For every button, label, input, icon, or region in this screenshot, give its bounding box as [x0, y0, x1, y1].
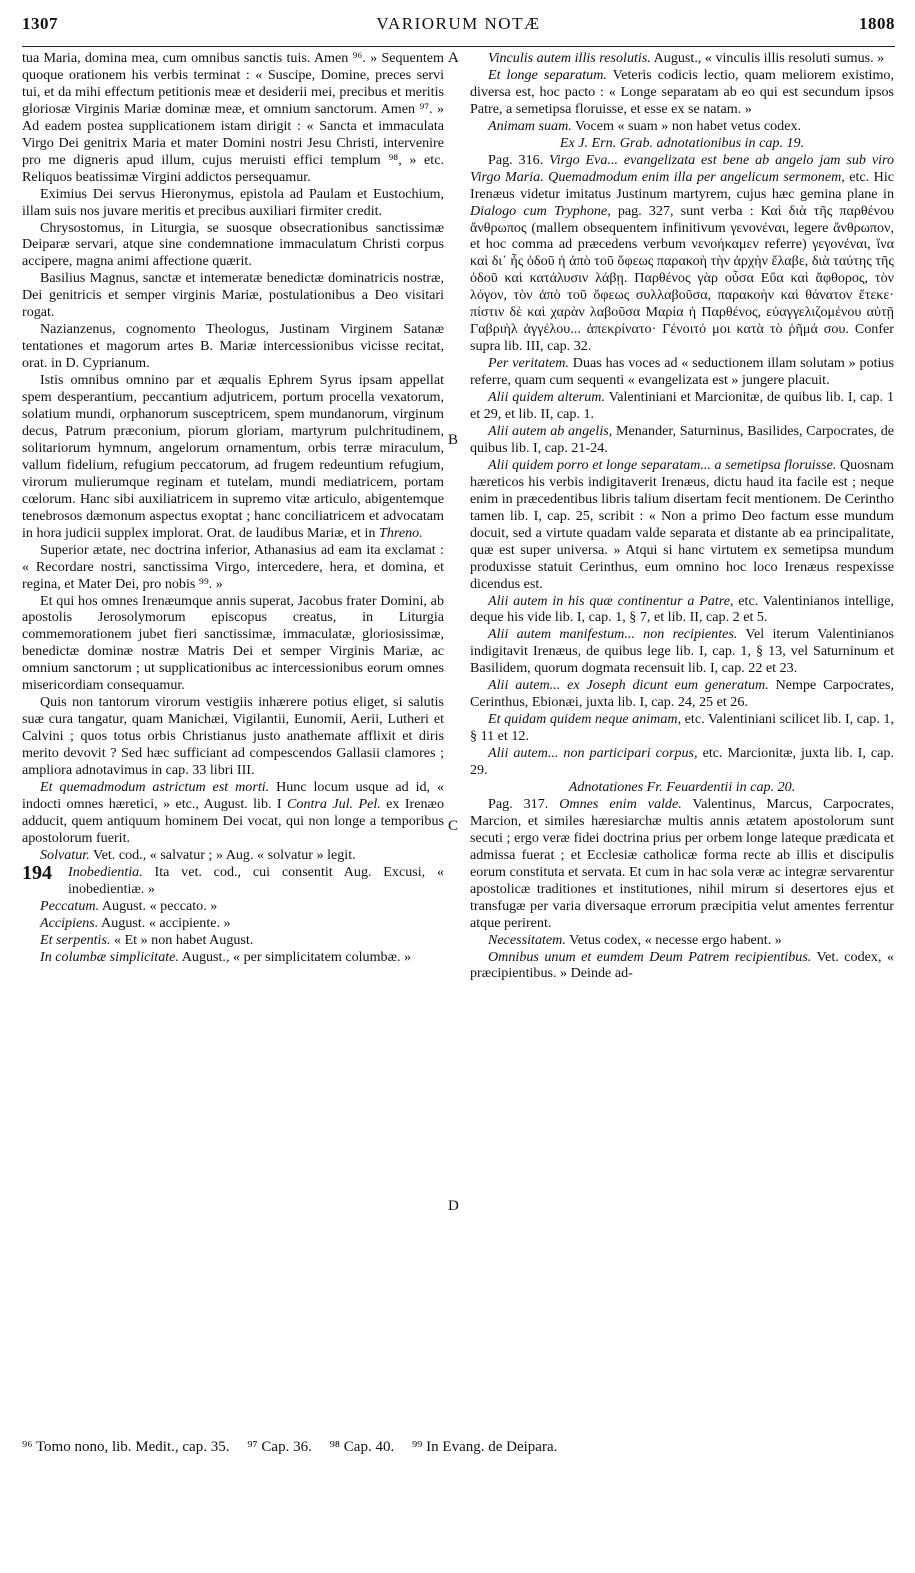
lemma: Animam suam.: [488, 117, 572, 134]
paragraph: [22, 861, 444, 898]
paragraph: tua Maria, domina mea, cum omnibus sanctis tuis. Amen ⁹⁶. » Sequentem quoque orationem his verbis terminat : « Suscipe, Domine, preces servi tui, et da mihi effectum petitionis meæ et desiderii mei, precibus et meritis gloriosæ Virginis Mariæ dominæ meæ, et omnium sanctorum. Amen ⁹⁷. » Ad eadem postea supplicationem istam dirigit : « Sancta et immaculata Virgo Dei genitrix Maria et mater Domini nostri Jesu Christi, intervenire pro me digneris apud illum, cujus meruisti effici templum ⁹⁸, » etc. Reliquos beatissimæ Virgini addictos persequamur.: [22, 50, 444, 185]
text-run: Vet. codex, « præcipientibus. » Deinde ad-: [470, 948, 894, 982]
lemma: Inobedientia.: [68, 863, 143, 880]
lemma: Alii autem... non participari corpus,: [488, 745, 698, 762]
text-run: , pag. 327, sunt verba : Καὶ διὰ τῆς παρθένου ἄνθρωπος (mallem obsequentem infinitivum γενονέναι, legere ἄνθρωπον, et hoc comma ad præcedens verbum νενοήκαμεν referre) γεγονέναι, ἵνα καὶ δι᾽ ἧς ὁδοῦ ἡ ἀπὸ τοῦ ὄφεως παρακοὴ τὴν ἀρχὴν ἔλαβε, διὰ ταύτης τῆς ὁδοῦ καὶ κατάλυσιν λάβῃ. Παρθένος γὰρ οὖσα Εὔα καὶ ἄφθορος, τὸν λόγον, τὸν ἀπὸ τοῦ ὄφεως συλλαβοῦσα, παρακοὴν καὶ θάνατον ἔτεκε· πίστιν δὲ καὶ χαρὰν λαβοῦσα Μαρία ἡ Παρθένος, εὐαγγελιζομένου αὐτῇ Γαβριὴλ ἀγγέλου... ἀπεκρίνατο· Γένοιτό μοι κατὰ τὸ ῥῆμά σου. Confer supra lib. III, cap. 32.: [470, 202, 895, 355]
margin-letter-c: C: [448, 818, 459, 834]
paragraph: Quis non tantorum virorum vestigiis inhærere potius eliget, si salutis suæ cura tangatur, quam Manichæi, Vigilantii, Eunomii, Aerii, Lutheri et Calvini ; quos totus orbis Christianus justo anathemate afflixit et diris merito devovit ? Sed hæc sufficiant ad compescendos Gallasii clamores ; ampliora adnotavimus in cap. 33 libri III.: [22, 694, 444, 779]
lemma: Et serpentis.: [40, 931, 111, 948]
lemma: Et quidam quidem neque animam,: [488, 711, 682, 728]
paragraph: [470, 932, 894, 949]
paragraph: [470, 626, 894, 677]
heading-text: Ex J. Ern. Grab. adnotationibus in cap. 19.: [559, 134, 805, 151]
lemma: Accipiens.: [40, 914, 99, 931]
lemma: Alii quidem alterum.: [488, 389, 605, 406]
text-run: Ita vet. cod., cui consentit Aug. Excusi, « inobedientiæ. »: [68, 863, 444, 897]
paragraph: [470, 745, 894, 779]
right-page-number: 1808: [859, 14, 895, 33]
text-run: August., « per simplicitatem columbæ. »: [178, 948, 412, 965]
paragraph: Superior ætate, nec doctrina inferior, Athanasius ad eam ita exclamat : « Recordare nostri, sanctissima Virgo, intercedere, hera, et domina, et regina, et Mater Dei, pro nobis ⁹⁹. »: [22, 541, 444, 592]
text-run: Istis omnibus omnino par et æqualis Ephrem Syrus ipsam appellat spem desperantium, peccantium adjutricem, portum procella vexatorum, solatium mundi, orphanorum susceptricem, spem mundanorum, virginum decus, Patrum præconium, piorum gloriam, martyrum pulchritudinem, solitariorum hymnum, angelorum ornamentum, orbis terræ miraculum, vallum fidelium, refugium peccatorum, ad frugem redeuntium refugium, virorum mulierumque reginam et tutelam, mundi mediatricem, portam cœlorum. Hanc sibi auxiliatricem in supremo vitæ articulo, abigentemque tenebrosos dæmonum aspectus exoptat ; hanc conciliatricem et advocatam in hora judicii supplex implorat. Orat. de laudibus Mariæ, et in: [22, 372, 444, 541]
lemma: Omnes enim valde.: [559, 795, 682, 812]
paragraph: Basilius Magnus, sanctæ et intemeratæ benedictæ dominatricis nostræ, Dei genitricis et semper virginis Mariæ, postulationibus a Deo visitari rogat.: [22, 270, 444, 321]
paragraph: [470, 593, 894, 627]
section-heading: [470, 779, 894, 796]
paragraph: [470, 152, 894, 355]
text-run: Duas has voces ad « seductionem illam solutam » potius referre, quam cum sequenti « evangelizata est » jungere placuit.: [470, 355, 894, 389]
text-run: Pag. 316.: [488, 151, 550, 168]
text-run: Vetus codex, « necesse ergo habent. »: [565, 931, 782, 948]
paragraph: [22, 915, 444, 932]
lemma: Et quemadmodum astrictum est morti.: [40, 778, 270, 795]
footnote-96: ⁹⁶ Tomo nono, lib. Medit., cap. 35.: [22, 1439, 230, 1455]
text-run: etc. Valentiniani scilicet lib. I, cap. 1, § 11 et 12.: [470, 711, 894, 745]
paragraph: Eximius Dei servus Hieronymus, epistola ad Paulam et Eustochium, illam suis nos juvare meritis et precibus auxiliari firmiter credit.: [22, 185, 444, 219]
paragraph: Et qui hos omnes Irenæumque annis superat, Jacobus frater Domini, ab apostolis Jerosolymorum episcopus creatus, in Liturgia commemorationem jubet fieri sanctissimæ, immaculatæ, gloriosissimæ, benedictæ dominæ nostræ Matris Dei et semper Virginis Mariæ, ac omnium sanctorum ; ut supplicationibus ac intercessionibus eorum omnes misericordiam consequamur.: [22, 592, 444, 694]
text-run: Vocem « suam » non habet vetus codex.: [571, 117, 802, 134]
text-run: Nempe Carpocrates, Cerinthus, Ebionæi, juxta lib. I, cap. 24, 25 et 26.: [470, 677, 894, 711]
text-run: etc. Hic Irenæus videtur imitatus Justinum martyrem, cujus hæc gemina plane in: [470, 168, 894, 202]
lemma: Virgo Eva... evangelizata est bene ab angelo jam sub viro Virgo Maria. Quemadmodum enim illa per angelicum sermonem,: [470, 151, 895, 185]
margin-letter-a: A: [448, 50, 459, 66]
text-run: Vet. cod., « salvatur ; » Aug. « solvatur » legit.: [89, 846, 356, 863]
running-title: VARIORUM NOTÆ: [376, 14, 541, 33]
paragraph: [470, 796, 894, 932]
paragraph: [470, 355, 894, 389]
paragraph: [22, 932, 444, 949]
lemma: In columbæ simplicitate.: [40, 948, 179, 965]
lemma: Alii autem in his quæ continentur a Patre,: [488, 592, 734, 609]
margin-letter-d: D: [448, 1198, 459, 1214]
paragraph: Chrysostomus, in Liturgia, se suosque obsecrationibus sanctissimæ Deiparæ servari, atque sine condemnatione immaculatum Christi corpus accipere, magna animi affectione quærit.: [22, 219, 444, 270]
text-run: Menander, Saturninus, Basilides, Carpocrates, de quibus lib. I, cap. 21-24.: [470, 422, 894, 456]
italic-run: Threno.: [378, 524, 423, 541]
text-run: August., « vinculis illis resoluti sumus. »: [650, 50, 885, 66]
margin-page-number: 194: [22, 861, 52, 884]
lemma: Et longe separatum.: [488, 66, 607, 83]
right-column: [470, 50, 894, 982]
text-run: August. « peccato. »: [99, 897, 218, 914]
section-heading: [470, 135, 894, 152]
text-run: Quosnam hæreticos his verbis indigitaverit Irenæus, dictu haud ita facile est ; neque enim in præcedentibus libris talium disertam fecit mentionem. De Cerintho tamen lib. I, cap. 25, scribit : « Non a primo Deo factum esse mundum docuit, sed a virtute quadam valde separata et distante ab ea principalitate, quæ est super universa. » Atqui si hanc virtutem ex semetipsa mundum produxisse statuit Cerinthus, eum omnino hoc loco Irenæus respexisse dicendus est.: [470, 456, 894, 592]
text-run: Valentiniani et Marcionitæ, de quibus lib. I, cap. 1 et 29, et lib. II, cap. 1.: [470, 389, 894, 423]
paragraph: [470, 389, 894, 423]
paragraph: [22, 779, 444, 847]
paragraph: [470, 50, 894, 67]
paragraph: [470, 457, 894, 593]
footnote-97: ⁹⁷ Cap. 36.: [247, 1439, 312, 1455]
margin-letter-b: B: [448, 432, 459, 448]
paragraph: Nazianzenus, cognomento Theologus, Justinam Virginem Satanæ tentationes et magorum artes B. Mariæ intercessionibus vicisse recitat, orat. in D. Cyprianum.: [22, 321, 444, 372]
heading-text: Adnotationes Fr. Feuardentii in cap. 20.: [568, 778, 796, 795]
lemma: Per veritatem.: [488, 355, 569, 372]
lemma: Omnibus unum et eumdem Deum Patrem recipientibus.: [488, 948, 812, 965]
text-run: Veteris codicis lectio, quam meliorem existimo, diversa est, hoc pacto : « Longe separatam ab eo qui est secundum ipsos Patre, a semetipsa floruisse, et esse ex se natam. »: [470, 66, 894, 117]
running-header: [22, 6, 895, 38]
paragraph: [22, 949, 444, 966]
footnote-98: ⁹⁸ Cap. 40.: [329, 1439, 395, 1455]
text-run: Vel iterum Valentinianos indigitavit Irenæus, de quibus lege lib. I, cap. 1, § 13, vel Saturninum et Basilidem, quorum dogmata recensuit lib. I, cap. 22 et 23.: [470, 626, 894, 677]
left-column: [22, 50, 444, 965]
paragraph: [22, 898, 444, 915]
paragraph: [470, 67, 894, 118]
paragraph: [22, 372, 444, 542]
lemma: Alii autem... ex Joseph dicunt eum generatum.: [488, 677, 769, 694]
paragraph: [470, 118, 894, 135]
text-run: « Et » non habet August.: [110, 931, 254, 948]
text-run: etc. Valentinianos intellige, deque his vide lib. I, cap. 1, § 7, et lib. II, cap. 2 et 5.: [470, 592, 894, 626]
italic-run: Dialogo cum Tryphone: [470, 202, 608, 219]
lemma: Peccatum.: [40, 897, 100, 914]
text-run: Hunc locum usque ad id, « indocti omnes hæretici, » etc., August. lib. I: [22, 778, 444, 812]
lemma: Vinculis autem illis resolutis.: [488, 50, 651, 66]
text-run: ex Irenæo adducit, quem antiquum hominem Dei vocat, qui non longe a temporibus apostolorum fuerit.: [22, 795, 444, 846]
paragraph: [470, 677, 894, 711]
lemma: Alii autem manifestum... non recipientes.: [488, 626, 738, 643]
lemma: Alii autem ab angelis,: [488, 422, 613, 439]
paragraph: [470, 949, 894, 983]
lemma: Necessitatem.: [488, 931, 566, 948]
text-run: etc. Marcionitæ, juxta lib. I, cap. 29.: [470, 745, 894, 779]
paragraph: [22, 847, 444, 864]
footnotes: [22, 1439, 902, 1456]
text-run: August. « accipiente. »: [98, 914, 231, 931]
paragraph: [470, 711, 894, 745]
text-run: Valentinus, Marcus, Carpocrates, Marcion, et similes hæresiarchæ multis annis ætatem apostolorum sunt secuti ; ergo veræ fidei doctrina prius per orbem longe lateque prædicata et admissa fuerat ; et Ecclesiæ catholicæ forma recte ab illis et discipulis eorum constituta et servata. Et cum in hac sola veræ ac integræ servarentur apostolicæ traditiones et institutiones, nihil mirum si desertores ejus et transfugæ per varia diversaque errorum præcipitia velut amentes ferrentur atque perirent.: [470, 795, 894, 931]
italic-run: Contra Jul. Pel.: [287, 795, 381, 812]
lemma: Solvatur.: [40, 846, 90, 863]
footnote-99: ⁹⁹ In Evang. de Deipara.: [411, 1439, 558, 1455]
paragraph: [470, 423, 894, 457]
header-rule: [22, 46, 895, 47]
left-page-number: 1307: [22, 14, 58, 33]
lemma: Alii quidem porro et longe separatam... a semetipsa floruisse.: [488, 456, 837, 473]
text-run: Pag. 317.: [488, 795, 560, 812]
